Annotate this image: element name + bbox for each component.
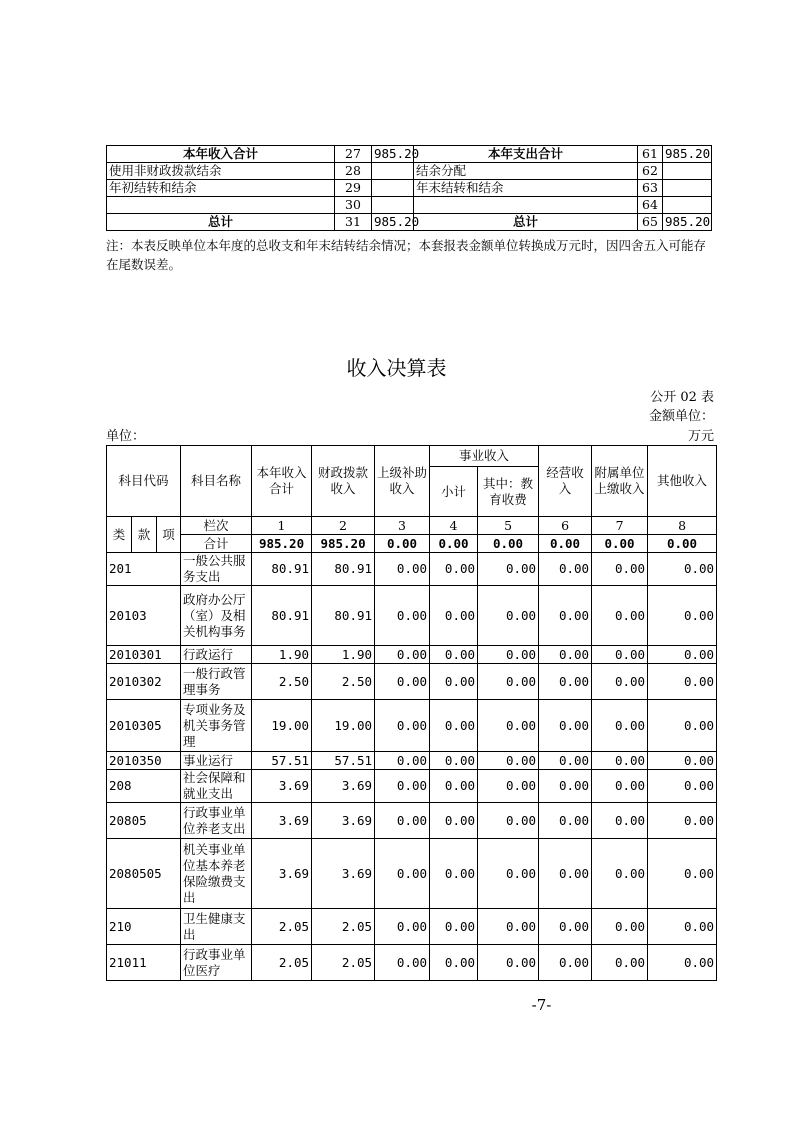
- amount-cell: 0.00: [592, 700, 648, 752]
- amount-cell: 3.69: [252, 803, 312, 839]
- total-label: 合计: [181, 535, 252, 553]
- amount-cell: 0.00: [592, 909, 648, 945]
- subject-code: 20103: [107, 586, 181, 646]
- amount-cell: 0.00: [375, 646, 430, 664]
- table-row: [107, 839, 717, 909]
- table-row: [107, 803, 717, 839]
- header-other-income: 其他收入: [648, 446, 717, 517]
- amount-cell: 0.00: [430, 646, 478, 664]
- amount-cell: 1.90: [312, 646, 375, 664]
- subject-code: 208: [107, 770, 181, 803]
- summary-left-label: 年初结转和结余: [107, 180, 335, 197]
- col-number: 8: [648, 517, 717, 535]
- amount-cell: 0.00: [592, 945, 648, 981]
- amount-cell: 0.00: [375, 770, 430, 803]
- amount-cell: 0.00: [648, 945, 717, 981]
- subject-name: 一般公共服务支出: [181, 553, 252, 586]
- summary-left-number: 28: [335, 163, 372, 180]
- amount-cell: 0.00: [478, 803, 539, 839]
- income-table-body: [107, 553, 717, 981]
- amount-cell: 0.00: [430, 945, 478, 981]
- amount-cell: 0.00: [648, 700, 717, 752]
- amount-cell: 0.00: [375, 700, 430, 752]
- total-value: 0.00: [592, 535, 648, 553]
- subject-code: 2010350: [107, 752, 181, 770]
- amount-cell: 0.00: [539, 664, 592, 700]
- amount-cell: 3.69: [312, 839, 375, 909]
- amount-cell: 0.00: [478, 646, 539, 664]
- amount-cell: 0.00: [375, 553, 430, 586]
- amount-cell: 0.00: [592, 803, 648, 839]
- subject-code: 21011: [107, 945, 181, 981]
- header-subject-code: 科目代码: [107, 446, 181, 517]
- amount-cell: 0.00: [592, 752, 648, 770]
- amount-unit-label: 金额单位：: [648, 409, 714, 424]
- table-row: [107, 770, 717, 803]
- amount-cell: 0.00: [648, 770, 717, 803]
- amount-cell: 3.69: [312, 803, 375, 839]
- amount-cell: 19.00: [312, 700, 375, 752]
- total-value: 0.00: [648, 535, 717, 553]
- amount-cell: 0.00: [430, 770, 478, 803]
- amount-cell: 3.69: [252, 770, 312, 803]
- header-fiscal-allocation: 财政拨款收入: [312, 446, 375, 517]
- summary-right-amount: 985.20: [663, 146, 712, 163]
- summary-left-amount: [372, 163, 414, 180]
- amount-cell: 0.00: [375, 945, 430, 981]
- amount-cell: 0.00: [478, 909, 539, 945]
- summary-left-label: [107, 197, 335, 214]
- amount-cell: 0.00: [592, 839, 648, 909]
- amount-cell: 0.00: [592, 770, 648, 803]
- summary-left-number: 30: [335, 197, 372, 214]
- header-subtotal: 小计: [430, 467, 478, 517]
- summary-left-label: 本年收入合计: [107, 146, 335, 163]
- subject-name: 卫生健康支出: [181, 909, 252, 945]
- amount-cell: 0.00: [539, 586, 592, 646]
- summary-left-number: 29: [335, 180, 372, 197]
- amount-cell: 0.00: [592, 646, 648, 664]
- summary-right-amount: [663, 197, 712, 214]
- page-number: -7-: [531, 996, 552, 1014]
- income-table: [106, 445, 717, 981]
- table-note: 注：本表反映单位本年度的总收支和年末结转结余情况；本套报表金额单位转换成万元时，因四舍五入可能存在尾数误差。: [106, 238, 707, 272]
- amount-cell: 2.50: [252, 664, 312, 700]
- amount-cell: 0.00: [539, 770, 592, 803]
- amount-cell: 0.00: [375, 664, 430, 700]
- subject-code: 201: [107, 553, 181, 586]
- summary-row: [107, 146, 712, 163]
- subject-code: 2010301: [107, 646, 181, 664]
- amount-cell: 0.00: [478, 553, 539, 586]
- amount-cell: 0.00: [478, 839, 539, 909]
- subject-name: 专项业务及机关事务管理: [181, 700, 252, 752]
- subject-name: 行政运行: [181, 646, 252, 664]
- table-row: [107, 909, 717, 945]
- amount-cell: 0.00: [430, 752, 478, 770]
- header-superior-subsidy: 上级补助收入: [375, 446, 430, 517]
- col-number: 1: [252, 517, 312, 535]
- summary-right-label: 本年支出合计: [414, 146, 638, 163]
- amount-cell: 0.00: [539, 803, 592, 839]
- subject-name: 机关事业单位基本养老保险缴费支出: [181, 839, 252, 909]
- total-value: 0.00: [539, 535, 592, 553]
- amount-cell: 80.91: [312, 586, 375, 646]
- summary-row: [107, 163, 712, 180]
- amount-cell: 2.50: [312, 664, 375, 700]
- header-column-no: 栏次: [181, 517, 252, 535]
- summary-right-number: 63: [638, 180, 663, 197]
- col-number: 3: [375, 517, 430, 535]
- amount-cell: 0.00: [430, 664, 478, 700]
- amount-cell: 80.91: [252, 553, 312, 586]
- amount-cell: 19.00: [252, 700, 312, 752]
- amount-cell: 0.00: [478, 945, 539, 981]
- amount-cell: 0.00: [539, 909, 592, 945]
- total-value: 0.00: [478, 535, 539, 553]
- amount-cell: 0.00: [648, 752, 717, 770]
- subject-name: 行政事业单位养老支出: [181, 803, 252, 839]
- col-number: 4: [430, 517, 478, 535]
- summary-row: [107, 180, 712, 197]
- total-value: 0.00: [375, 535, 430, 553]
- subject-name: 社会保障和就业支出: [181, 770, 252, 803]
- table-row: [107, 700, 717, 752]
- summary-left-amount: 985.20: [372, 214, 414, 231]
- header-subject-name: 科目名称: [181, 446, 252, 517]
- amount-cell: 0.00: [430, 839, 478, 909]
- col-number: 7: [592, 517, 648, 535]
- amount-cell: 0.00: [648, 553, 717, 586]
- summary-right-label: 年末结转和结余: [414, 180, 638, 197]
- table-row: [107, 664, 717, 700]
- amount-cell: 2.05: [312, 909, 375, 945]
- table-row: [107, 752, 717, 770]
- summary-row: [107, 214, 712, 231]
- amount-cell: 0.00: [430, 553, 478, 586]
- summary-right-number: 62: [638, 163, 663, 180]
- amount-cell: 57.51: [312, 752, 375, 770]
- amount-cell: 0.00: [375, 839, 430, 909]
- table-row: [107, 646, 717, 664]
- subject-name: 事业运行: [181, 752, 252, 770]
- table-row: [107, 945, 717, 981]
- total-value: 985.20: [252, 535, 312, 553]
- summary-left-amount: 985.20: [372, 146, 414, 163]
- amount-cell: 0.00: [592, 664, 648, 700]
- amount-cell: 0.00: [430, 586, 478, 646]
- amount-cell: 2.05: [252, 945, 312, 981]
- header-operating-income: 经营收入: [539, 446, 592, 517]
- amount-cell: 0.00: [478, 586, 539, 646]
- subject-code: 2010305: [107, 700, 181, 752]
- amount-cell: 2.05: [252, 909, 312, 945]
- amount-cell: 0.00: [539, 752, 592, 770]
- amount-cell: 0.00: [648, 586, 717, 646]
- summary-right-number: 64: [638, 197, 663, 214]
- amount-cell: 0.00: [375, 803, 430, 839]
- amount-cell: 0.00: [478, 752, 539, 770]
- amount-cell: 0.00: [375, 752, 430, 770]
- col-number: 2: [312, 517, 375, 535]
- form-number: 公开 02 表: [650, 390, 714, 405]
- amount-cell: 0.00: [648, 839, 717, 909]
- amount-cell: 0.00: [539, 700, 592, 752]
- header-education-fees: 其中：教育收费: [478, 467, 539, 517]
- amount-cell: 0.00: [430, 803, 478, 839]
- amount-cell: 0.00: [430, 909, 478, 945]
- amount-cell: 80.91: [252, 586, 312, 646]
- amount-cell: 0.00: [539, 553, 592, 586]
- summary-left-amount: [372, 197, 414, 214]
- col-number: 5: [478, 517, 539, 535]
- subject-name: 行政事业单位医疗: [181, 945, 252, 981]
- amount-cell: 2.05: [312, 945, 375, 981]
- subject-code: 2010302: [107, 664, 181, 700]
- income-table-header: [107, 446, 717, 553]
- summary-right-number: 61: [638, 146, 663, 163]
- amount-cell: 57.51: [252, 752, 312, 770]
- col-number: 6: [539, 517, 592, 535]
- amount-cell: 0.00: [648, 664, 717, 700]
- summary-table-body: [107, 146, 712, 231]
- summary-right-amount: [663, 180, 712, 197]
- amount-cell: 0.00: [648, 646, 717, 664]
- amount-cell: 1.90: [252, 646, 312, 664]
- subject-code: 2080505: [107, 839, 181, 909]
- amount-cell: 0.00: [592, 586, 648, 646]
- summary-left-label: 总计: [107, 214, 335, 231]
- unit-value: 万元: [687, 429, 714, 444]
- summary-table: [106, 145, 712, 231]
- summary-right-amount: 985.20: [663, 214, 712, 231]
- header-business-income: 事业收入: [430, 446, 539, 467]
- amount-cell: 0.00: [539, 945, 592, 981]
- summary-row: [107, 197, 712, 214]
- amount-cell: 0.00: [478, 700, 539, 752]
- subject-code: 20805: [107, 803, 181, 839]
- summary-right-amount: [663, 163, 712, 180]
- amount-cell: 0.00: [539, 646, 592, 664]
- summary-left-number: 27: [335, 146, 372, 163]
- amount-cell: 0.00: [375, 909, 430, 945]
- subject-name: 政府办公厅（室）及相关机构事务: [181, 586, 252, 646]
- subject-code: 210: [107, 909, 181, 945]
- amount-cell: 3.69: [312, 770, 375, 803]
- summary-right-number: 65: [638, 214, 663, 231]
- amount-cell: 0.00: [592, 553, 648, 586]
- unit-label: 单位：: [106, 429, 146, 444]
- amount-cell: 0.00: [478, 770, 539, 803]
- header-lei: 类: [107, 517, 132, 553]
- summary-right-label: 总计: [414, 214, 638, 231]
- table-row: [107, 586, 717, 646]
- summary-left-number: 31: [335, 214, 372, 231]
- subject-name: 一般行政管理事务: [181, 664, 252, 700]
- amount-cell: 80.91: [312, 553, 375, 586]
- amount-cell: 0.00: [430, 700, 478, 752]
- total-value: 0.00: [430, 535, 478, 553]
- header-annual-income: 本年收入合计: [252, 446, 312, 517]
- header-affiliated-remit: 附属单位上缴收入: [592, 446, 648, 517]
- summary-right-label: 结余分配: [414, 163, 638, 180]
- amount-cell: 0.00: [375, 586, 430, 646]
- amount-cell: 0.00: [648, 909, 717, 945]
- summary-left-label: 使用非财政拨款结余: [107, 163, 335, 180]
- amount-cell: 0.00: [478, 664, 539, 700]
- summary-left-amount: [372, 180, 414, 197]
- header-kuan: 款: [132, 517, 157, 553]
- amount-cell: 0.00: [539, 839, 592, 909]
- amount-cell: 3.69: [252, 839, 312, 909]
- total-value: 985.20: [312, 535, 375, 553]
- amount-cell: 0.00: [648, 803, 717, 839]
- header-xiang: 项: [157, 517, 181, 553]
- page-title: 收入决算表: [346, 356, 447, 380]
- summary-right-label: [414, 197, 638, 214]
- table-row: [107, 553, 717, 586]
